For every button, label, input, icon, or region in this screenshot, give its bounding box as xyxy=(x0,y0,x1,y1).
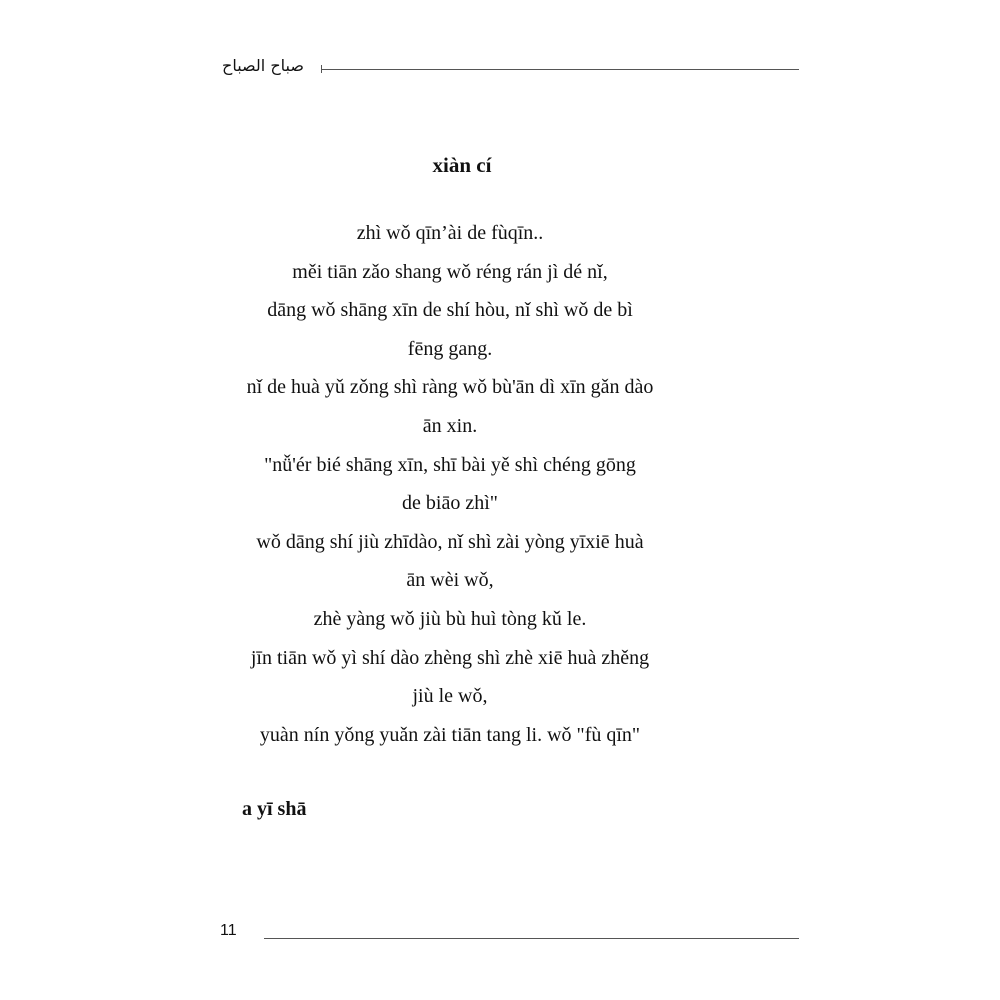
poem-line: jiù le wǒ, xyxy=(412,685,488,708)
footer-rule xyxy=(264,938,799,939)
poem-line: "nǚ'ér bié shāng xīn, shī bài yě shì chéng gōng xyxy=(264,453,636,476)
poem-line: měi tiān zǎo shang wǒ réng rán jì dé nǐ, xyxy=(292,260,608,283)
poem-line: zhì wǒ qīn’ài de fùqīn.. xyxy=(356,222,544,244)
poem-line: de biāo zhì" xyxy=(402,492,498,515)
poem-line: fēng gang. xyxy=(407,337,493,360)
poem-title: xiàn cí xyxy=(432,153,492,177)
poem-line: ān xin. xyxy=(422,414,478,437)
poem-line: zhè yàng wǒ jiù bù huì tòng kǔ le. xyxy=(313,607,587,630)
running-header-title: صباح الصباح xyxy=(222,56,304,75)
page-number: 11 xyxy=(220,922,237,939)
poem-line: wǒ dāng shí jiù zhīdào, nǐ shì zài yòng yīxiē huà xyxy=(256,530,644,553)
poem-author: a yī shā xyxy=(242,798,307,820)
poem-body xyxy=(200,218,700,758)
poem-line: dāng wǒ shāng xīn de shí hòu, nǐ shì wǒ de bì xyxy=(267,299,633,322)
poem-line: ān wèi wǒ, xyxy=(406,569,494,592)
poem-line: nǐ de huà yǔ zǒng shì ràng wǒ bù'ān dì xīn gǎn dào xyxy=(246,376,654,399)
poem-line: jīn tiān wǒ yì shí dào zhèng shì zhè xiē huà zhěng xyxy=(250,646,650,669)
poem-line: yuàn nín yǒng yuǎn zài tiān tang li. wǒ "fù qīn" xyxy=(259,723,641,746)
header-rule xyxy=(322,69,799,70)
